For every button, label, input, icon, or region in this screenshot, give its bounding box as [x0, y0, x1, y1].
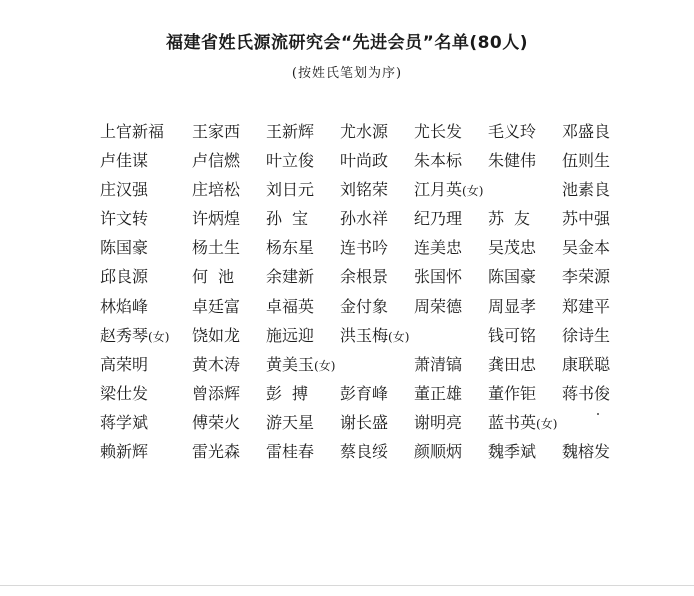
member-name: 杨土生	[192, 238, 241, 258]
name-row	[100, 296, 660, 325]
member-name: 洪玉梅(女)	[340, 325, 410, 345]
name-row	[100, 354, 660, 383]
member-name: 朱健伟	[488, 151, 537, 171]
member-name: 许炳煌	[192, 209, 241, 229]
member-name: 彭搏	[266, 383, 309, 403]
member-name: 周荣德	[414, 296, 463, 316]
name-row	[100, 266, 660, 295]
member-name: 陈国豪	[488, 267, 537, 287]
member-name: 游天星	[266, 412, 315, 432]
member-name: 庄培松	[192, 180, 241, 200]
member-name: 康联聪	[562, 354, 611, 374]
member-name: 毛义玲	[488, 122, 537, 141]
member-name: 周显孝	[488, 296, 537, 316]
member-name: 龚田忠	[488, 354, 537, 374]
name-row	[100, 121, 660, 150]
member-name: 何池	[192, 267, 235, 287]
member-name: 雷光森	[192, 442, 241, 462]
member-name: 卢信燃	[192, 151, 241, 171]
member-name: 邱良源	[100, 267, 149, 287]
document-subtitle: (按姓氏笔划为序)	[291, 66, 403, 81]
member-name: 吴茂忠	[488, 238, 537, 258]
member-name: 林焰峰	[100, 296, 149, 316]
member-name: 蒋学斌	[100, 412, 149, 432]
member-name: 魏榕发	[562, 442, 611, 462]
member-name: 纪乃理	[414, 209, 463, 229]
member-name: 吴金本	[562, 238, 611, 258]
member-name: 卓廷富	[192, 296, 241, 316]
member-name: 叶尚政	[340, 151, 389, 171]
member-name: 孙水祥	[340, 209, 389, 229]
member-name: 魏季斌	[488, 442, 537, 462]
member-name: 徐诗生	[562, 325, 611, 345]
member-name: 王家西	[192, 122, 241, 141]
member-name: 尤水源	[340, 122, 389, 141]
name-row	[100, 412, 660, 441]
member-name: 萧清镐	[414, 354, 463, 374]
member-name: 邓盛良	[562, 122, 611, 141]
name-row	[100, 179, 660, 208]
name-row	[100, 383, 660, 412]
member-name: 朱本标	[414, 151, 463, 171]
member-name: 雷桂春	[266, 442, 315, 462]
name-row	[100, 150, 660, 179]
member-name: 蒋书俊	[562, 383, 611, 403]
member-name: 余建新	[266, 267, 315, 287]
member-name: 张国怀	[414, 267, 463, 287]
member-name: 彭育峰	[340, 383, 389, 403]
member-name: 王新辉	[266, 122, 315, 141]
member-name: 刘铭荣	[340, 180, 389, 200]
member-name: 尤长发	[414, 122, 463, 141]
member-name: 孙宝	[266, 209, 309, 229]
member-name: 刘日元	[266, 180, 315, 200]
name-row	[100, 441, 660, 470]
name-row	[100, 208, 660, 237]
member-name: 黄木涛	[192, 354, 241, 374]
member-name: 赖新辉	[100, 442, 149, 462]
member-name: 杨东星	[266, 238, 315, 258]
member-name: 庄汉强	[100, 180, 149, 200]
member-name: 金付象	[340, 296, 389, 316]
member-name: 上官新福	[100, 122, 165, 141]
member-name: 曾添辉	[192, 383, 241, 403]
member-name: 李荣源	[562, 267, 611, 287]
member-name: 钱可铭	[488, 325, 537, 345]
member-name: 蔡良绥	[340, 442, 389, 462]
member-name: 连美忠	[414, 238, 463, 258]
member-name: 傅荣火	[192, 412, 241, 432]
member-name: 赵秀琴(女)	[100, 325, 170, 345]
member-name: 谢长盛	[340, 412, 389, 432]
member-name-grid	[100, 121, 660, 470]
member-name: 许文转	[100, 209, 149, 229]
member-name: 连书吟	[340, 238, 389, 258]
member-name: 梁仕发	[100, 383, 149, 403]
name-row	[100, 325, 660, 354]
member-name: 余根景	[340, 267, 389, 287]
member-name: 陈国豪	[100, 238, 149, 258]
member-name: 池素良	[562, 180, 611, 200]
member-name: 蓝书英(女)	[488, 412, 558, 432]
member-name: 黄美玉(女)	[266, 354, 336, 374]
member-name: 颜顺炳	[414, 442, 463, 462]
member-name: 董作钜	[488, 383, 537, 403]
member-name: 饶如龙	[192, 325, 241, 345]
member-name: 苏友	[488, 209, 531, 229]
member-name: 江月英(女)	[414, 180, 484, 200]
member-name: 高荣明	[100, 354, 149, 374]
name-row	[100, 237, 660, 266]
member-name: 伍则生	[562, 151, 611, 171]
member-name: 苏中强	[562, 209, 611, 229]
member-name: 卢佳谋	[100, 151, 149, 171]
member-name: 卓福英	[266, 296, 315, 316]
scan-edge-line	[0, 585, 694, 586]
member-name: 郑建平	[562, 296, 611, 316]
document-title: 福建省姓氏源流研究会“先进会员”名单(80人)	[165, 33, 529, 53]
member-name: 叶立俊	[266, 151, 315, 171]
member-name: 施远迎	[266, 325, 315, 345]
member-name: 董正雄	[414, 383, 463, 403]
member-name: 谢明亮	[414, 412, 463, 432]
stray-mark	[597, 413, 599, 415]
